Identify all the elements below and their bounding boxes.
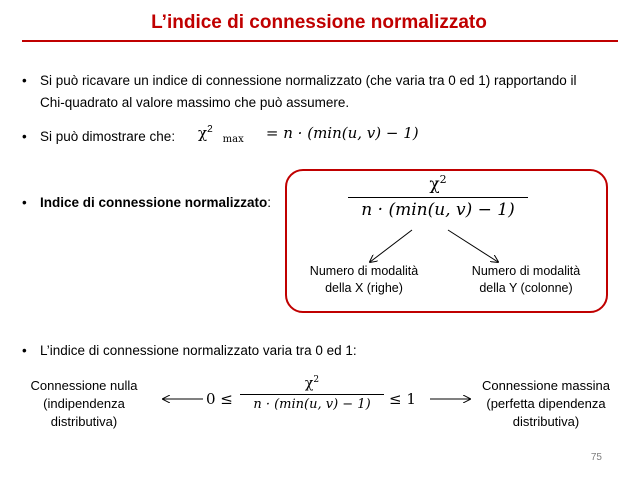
range-fraction-numerator: χ bbox=[304, 375, 314, 392]
max-label-line-2: (perfetta dipendenza bbox=[486, 396, 606, 411]
chi-symbol: χ bbox=[198, 124, 208, 142]
max-label-line-1: Connessione massina bbox=[482, 378, 610, 393]
slide-title: L’indice di connessione normalizzato bbox=[151, 12, 487, 33]
bullet-1-line-1: Si può ricavare un indice di connessione normalizzato (che varia tra 0 ed 1) rapportando il bbox=[40, 73, 577, 88]
null-label-line-1: Connessione nulla bbox=[30, 378, 138, 393]
fraction-numerator: χ bbox=[429, 174, 440, 195]
null-connection-label bbox=[22, 377, 146, 431]
range-right: ≤ 1 bbox=[389, 390, 416, 408]
max-label-line-3: distributiva) bbox=[512, 414, 580, 429]
bullet-dot: • bbox=[22, 73, 27, 88]
bullet-3-colon: : bbox=[267, 195, 272, 210]
bullet-4-text: L’indice di connessione normalizzato varia tra 0 ed 1: bbox=[40, 343, 357, 358]
bullet-3-text: Indice di connessione normalizzato bbox=[40, 195, 268, 210]
range-fraction-sup: 2 bbox=[313, 375, 320, 385]
range-fraction bbox=[240, 375, 384, 412]
page-number: 75 bbox=[590, 452, 602, 463]
range-left: 0 ≤ bbox=[206, 390, 233, 408]
bullet-1-line-2: Chi-quadrato al valore massimo che può assumere. bbox=[40, 95, 350, 110]
chi-superscript: 2 bbox=[207, 124, 213, 135]
max-subscript: max bbox=[222, 134, 244, 145]
rows-label bbox=[298, 263, 430, 297]
fraction-denominator: n · (min(u, v) − 1) bbox=[361, 199, 515, 220]
null-label-line-2: (indipendenza bbox=[43, 396, 125, 411]
cols-label-line-2: della Y (colonne) bbox=[479, 281, 573, 295]
bullet-dot: • bbox=[22, 129, 27, 144]
cols-label bbox=[456, 263, 596, 297]
cols-label-line-1: Numero di modalità bbox=[471, 264, 581, 278]
rows-label-line-2: della X (righe) bbox=[325, 281, 403, 295]
null-label-line-3: distributiva) bbox=[50, 414, 118, 429]
chi-max-rhs: = n · (min(u, v) − 1) bbox=[265, 124, 419, 142]
arrow-to-rows-label bbox=[370, 230, 412, 262]
rows-label-line-1: Numero di modalità bbox=[309, 264, 419, 278]
arrow-to-cols-label bbox=[448, 230, 498, 262]
range-fraction-denominator: n · (min(u, v) − 1) bbox=[253, 396, 371, 412]
bullet-2-text: Si può dimostrare che: bbox=[40, 129, 176, 144]
max-connection-label bbox=[476, 377, 616, 431]
bullet-dot: • bbox=[22, 343, 27, 358]
bullet-dot: • bbox=[22, 195, 27, 210]
fraction-numerator-sup: 2 bbox=[439, 173, 447, 186]
range-fraction-bar bbox=[240, 394, 384, 395]
